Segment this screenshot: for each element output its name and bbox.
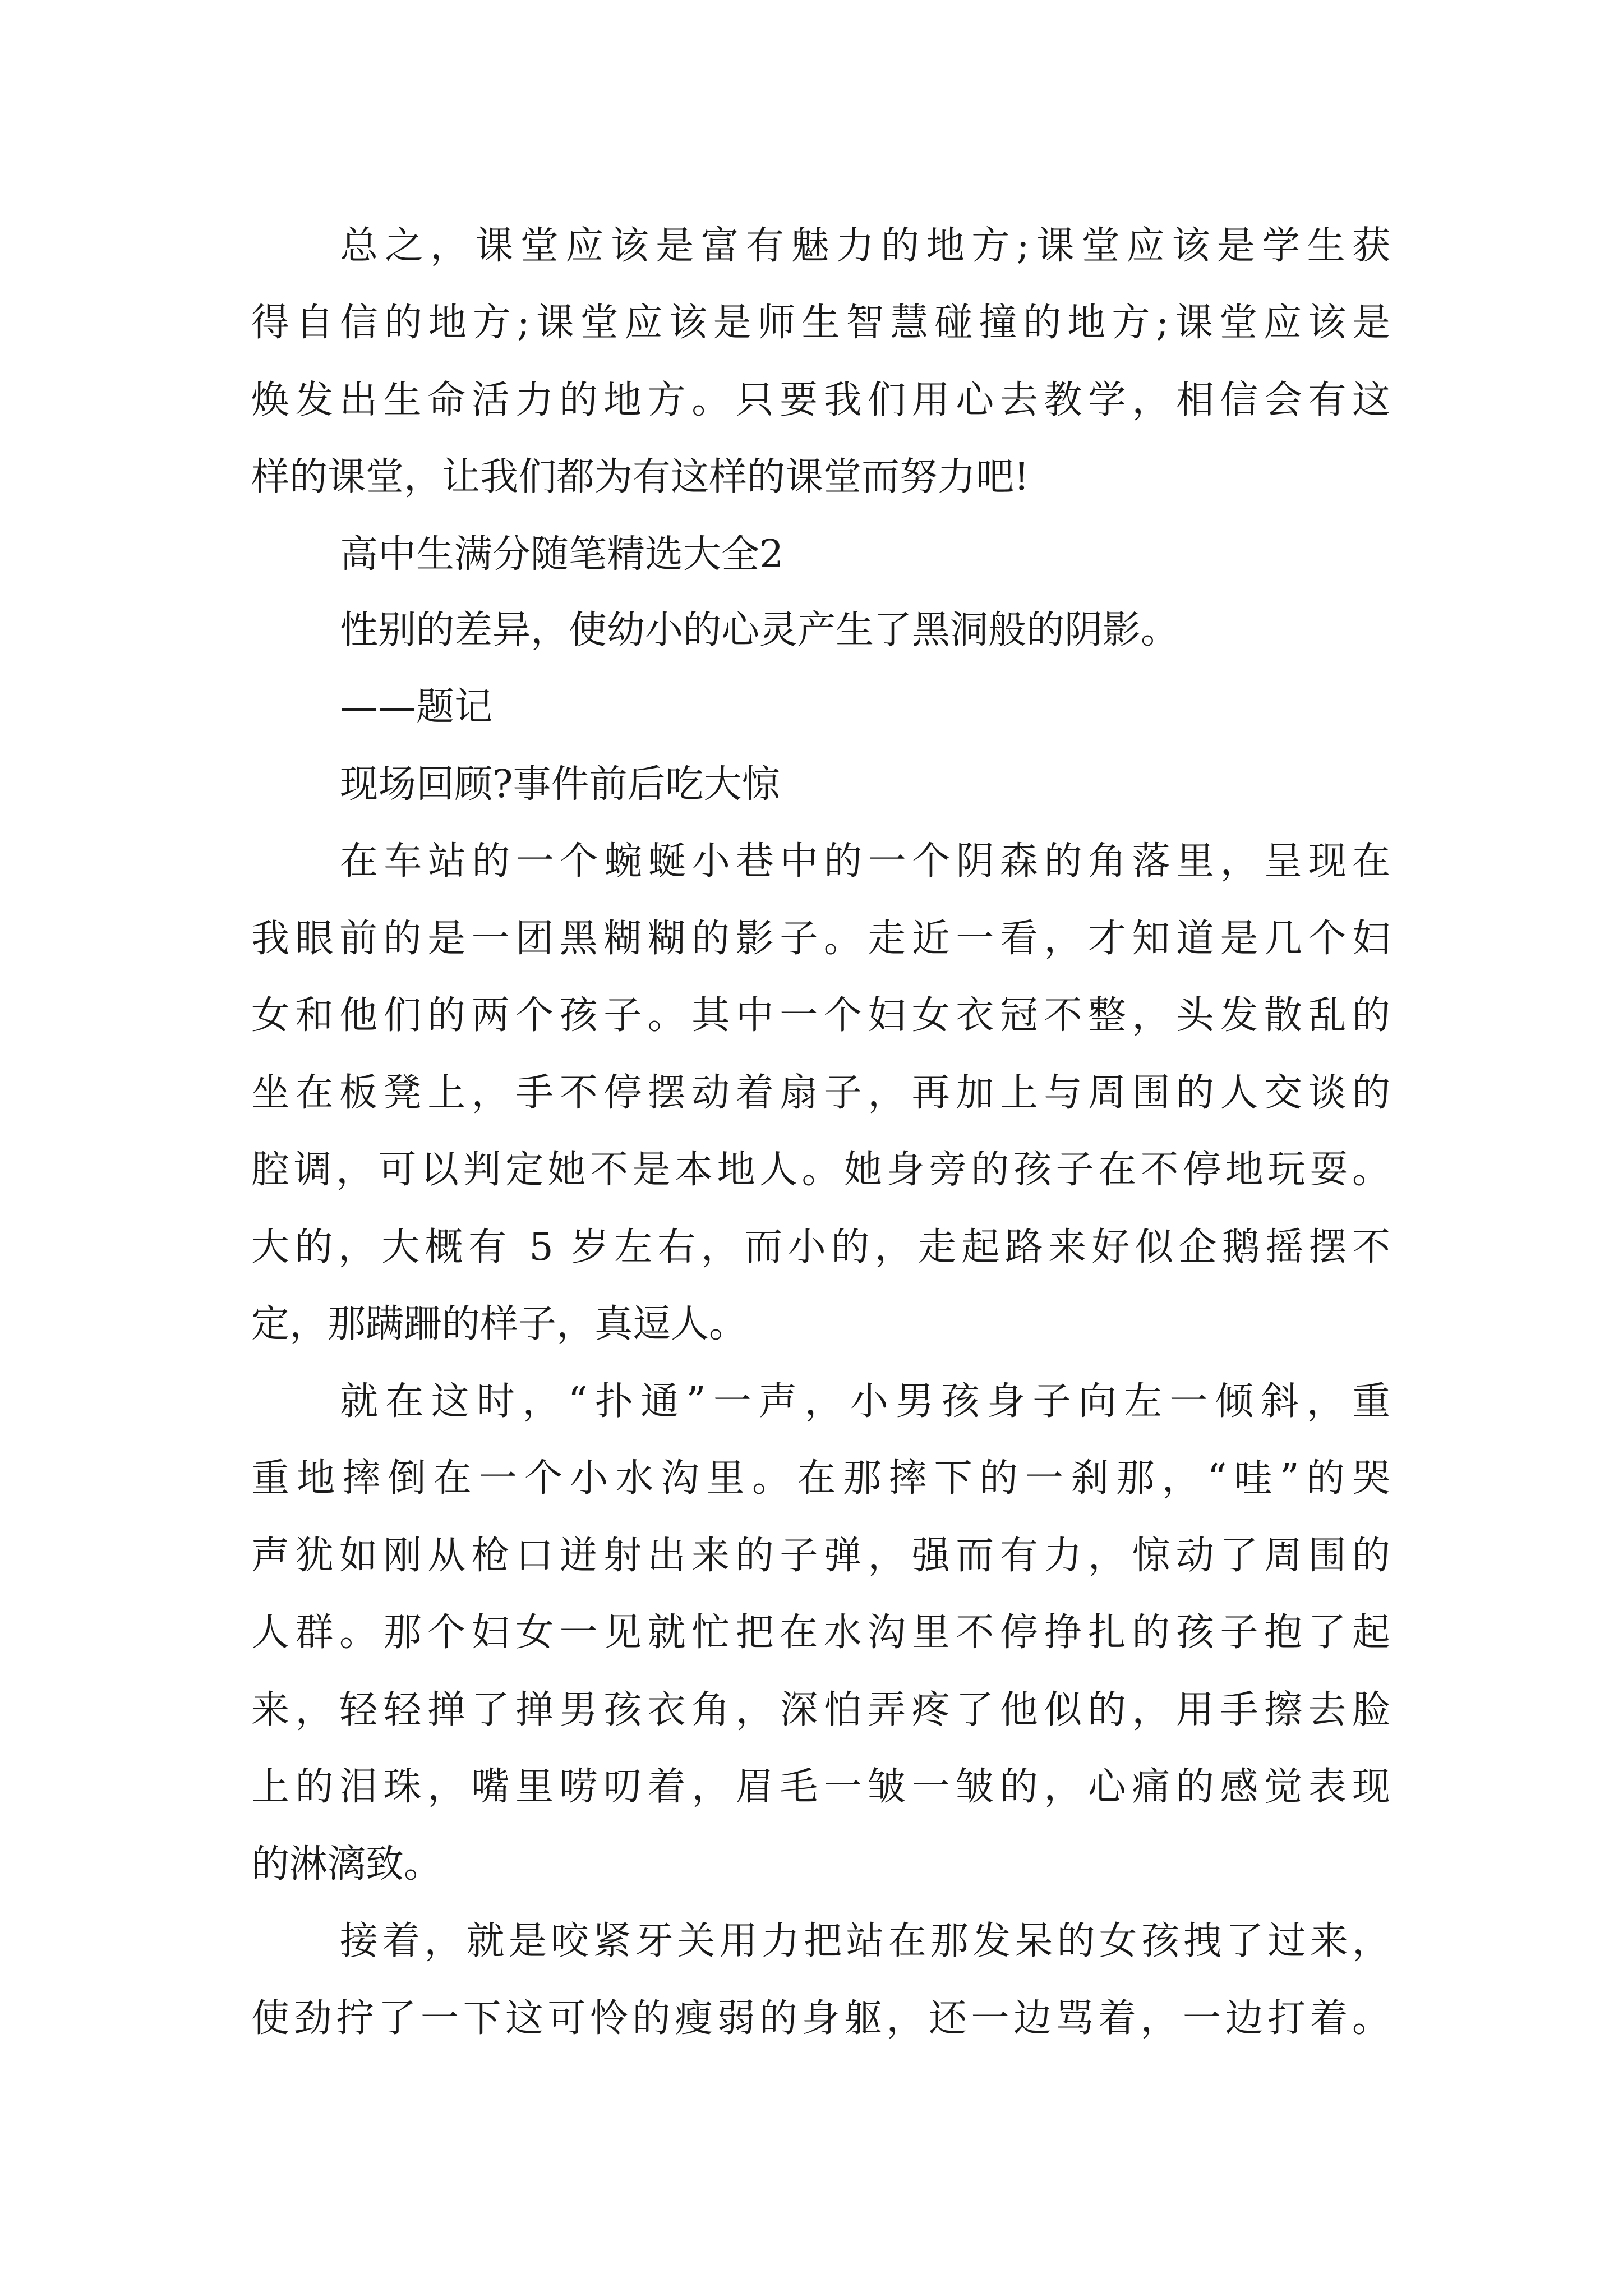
text-line xyxy=(0,439,1623,516)
text-line xyxy=(0,1286,1623,1363)
text-line-content: 高中生满分随笔精选大全2 xyxy=(340,532,784,577)
text-line xyxy=(0,823,1623,900)
text-line xyxy=(0,1440,1623,1517)
text-line xyxy=(0,516,1623,593)
text-line-content: 声犹如刚从枪口迸射出来的子弹，强而有力，惊动了周围的 xyxy=(251,1534,1390,1578)
text-line xyxy=(0,1903,1623,1980)
text-line-content: 接着，就是咬紧牙关用力把站在那发呆的女孩拽了过来， xyxy=(340,1919,1390,1963)
text-line-content: 人群。那个妇女一见就忙把在水沟里不停挣扎的孩子抱了起 xyxy=(251,1611,1390,1655)
text-line xyxy=(0,1672,1623,1749)
text-line-content: 我眼前的是一团黑糊糊的影子。走近一看，才知道是几个妇 xyxy=(251,917,1390,961)
text-line xyxy=(0,1749,1623,1826)
text-line-content: 总之，课堂应该是富有魅力的地方;课堂应该是学生获 xyxy=(340,224,1390,268)
text-line-content: ——题记 xyxy=(340,685,493,729)
text-line-content: 就在这时，“扑通”一声，小男孩身子向左一倾斜，重 xyxy=(340,1379,1390,1424)
text-line xyxy=(0,1517,1623,1595)
text-line xyxy=(0,1594,1623,1672)
text-line xyxy=(0,900,1623,978)
text-line-content: 在车站的一个蜿蜒小巷中的一个阴森的角落里，呈现在 xyxy=(340,839,1390,884)
text-line-content: 焕发出生命活力的地方。只要我们用心去教学，相信会有这 xyxy=(251,378,1390,422)
text-line-content: 重地摔倒在一个小水沟里。在那摔下的一刹那，“哇”的哭 xyxy=(251,1456,1390,1501)
text-line-content: 定，那蹒跚的样子，真逗人。 xyxy=(251,1302,748,1346)
text-line-content: 样的课堂，让我们都为有这样的课堂而努力吧! xyxy=(251,455,1030,499)
text-line-content: 大的，大概有 5 岁左右，而小的，走起路来好似企鹅摇摆不 xyxy=(251,1225,1390,1269)
text-line-content: 腔调，可以判定她不是本地人。她身旁的孩子在不停地玩耍。 xyxy=(251,1148,1390,1192)
text-line-content: 得自信的地方;课堂应该是师生智慧碰撞的地方;课堂应该是 xyxy=(251,301,1390,345)
text-line xyxy=(0,362,1623,439)
text-line-content: 现场回顾?事件前后吃大惊 xyxy=(340,762,780,807)
text-line-content: 的淋漓致。 xyxy=(251,1842,442,1887)
text-line-content: 坐在板凳上，手不停摆动着扇子，再加上与周围的人交谈的 xyxy=(251,1071,1390,1115)
text-line-content: 来，轻轻掸了掸男孩衣角，深怕弄疼了他似的，用手擦去脸 xyxy=(251,1688,1390,1732)
text-line xyxy=(0,208,1623,285)
text-line-content: 上的泪珠，嘴里唠叨着，眉毛一皱一皱的，心痛的感觉表现 xyxy=(251,1765,1390,1809)
text-line xyxy=(0,1131,1623,1209)
text-line xyxy=(0,669,1623,746)
text-line xyxy=(0,592,1623,669)
text-line xyxy=(0,284,1623,362)
text-line xyxy=(0,977,1623,1055)
text-line xyxy=(0,1980,1623,2058)
text-line xyxy=(0,1363,1623,1441)
text-line-content: 使劲拧了一下这可怜的瘦弱的身躯，还一边骂着，一边打着。 xyxy=(251,1996,1390,2041)
text-line xyxy=(0,746,1623,823)
text-line xyxy=(0,1826,1623,1903)
text-line xyxy=(0,1209,1623,1286)
text-line-content: 性别的差异，使幼小的心灵产生了黑洞般的阴影。 xyxy=(340,608,1179,652)
text-line-content: 女和他们的两个孩子。其中一个妇女衣冠不整，头发散乱的 xyxy=(251,993,1390,1038)
text-line xyxy=(0,1055,1623,1132)
